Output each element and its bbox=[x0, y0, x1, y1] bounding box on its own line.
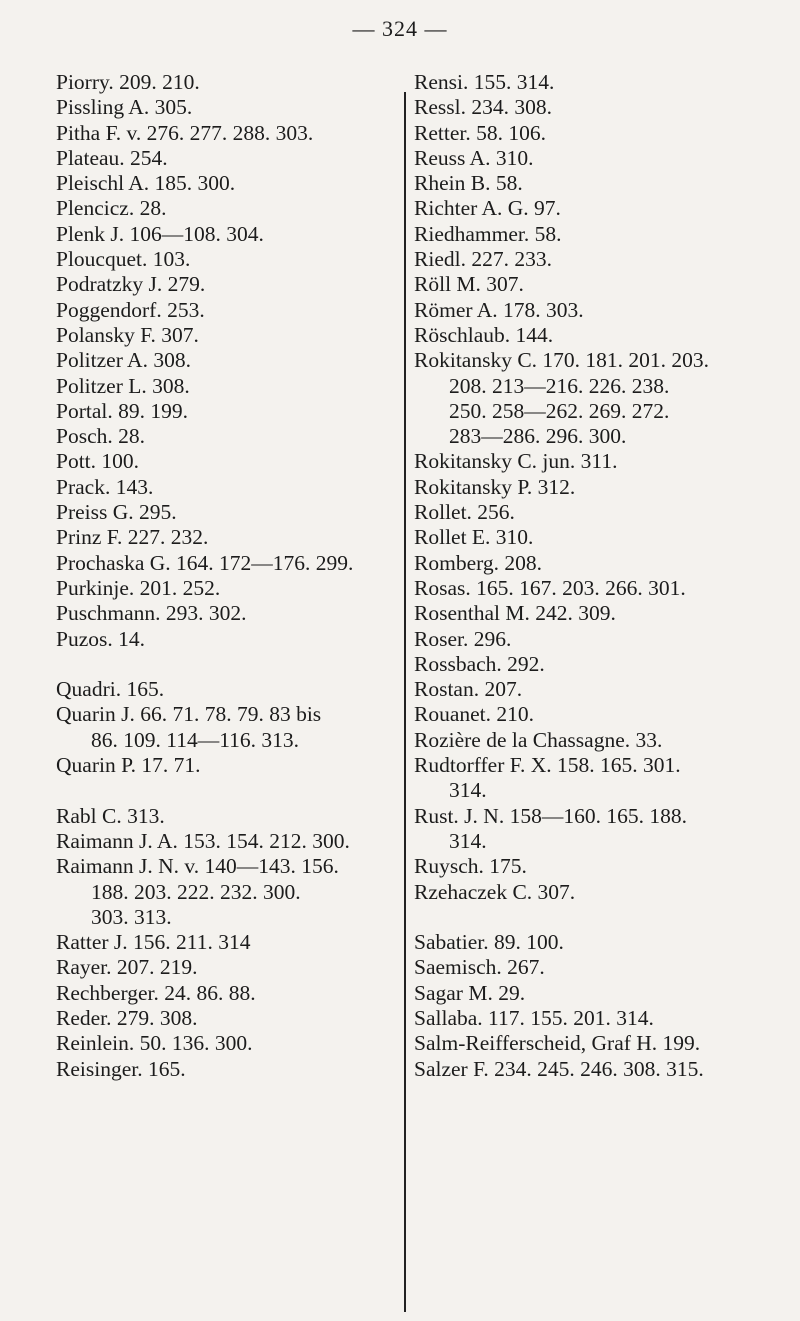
index-entry: Ressl. 234. 308. bbox=[414, 95, 552, 120]
index-entry: Rozière de la Chassagne. 33. bbox=[414, 727, 663, 752]
index-entry: Puschmann. 293. 302. bbox=[56, 601, 247, 626]
index-entry: Saemisch. 267. bbox=[414, 955, 545, 980]
index-entry: Quarin P. 17. 71. bbox=[56, 753, 201, 778]
index-entry: Raimann J. A. 153. 154. 212. 300. bbox=[56, 828, 350, 853]
index-entry: Polansky F. 307. bbox=[56, 322, 199, 347]
index-entry: Plenk J. 106—108. 304. bbox=[56, 221, 264, 246]
index-entry: Rostan. 207. bbox=[414, 677, 523, 702]
section-gap bbox=[56, 778, 404, 803]
section-gap bbox=[56, 652, 404, 677]
index-entry: Rokitansky C. 170. 181. 201. 203. bbox=[414, 348, 710, 373]
index-entry: Quarin J. 66. 71. 78. 79. 83 bis bbox=[56, 702, 322, 727]
index-entry: Raimann J. N. v. 140—143. 156. bbox=[56, 854, 339, 879]
index-entry: Pissling A. 305. bbox=[56, 95, 193, 120]
index-entry: Ruysch. 175. bbox=[414, 854, 527, 879]
index-entry: Romberg. 208. bbox=[414, 550, 543, 575]
index-entry: Roser. 296. bbox=[414, 626, 512, 651]
index-entry: Posch. 28. bbox=[56, 424, 145, 449]
index-entry: Reinlein. 50. 136. 300. bbox=[56, 1031, 253, 1056]
index-entry: Rollet. 256. bbox=[414, 500, 515, 525]
index-entry: Rudtorffer F. X. 158. 165. 301. bbox=[414, 753, 681, 778]
index-entry: Podratzky J. 279. bbox=[56, 272, 206, 297]
index-entry: Prack. 143. bbox=[56, 474, 154, 499]
index-entry: Pott. 100. bbox=[56, 449, 140, 474]
index-entry: Pitha F. v. 276. 277. 288. 303. bbox=[56, 120, 314, 145]
column-divider bbox=[404, 92, 406, 1312]
index-entry: Reder. 279. 308. bbox=[56, 1005, 198, 1030]
index-entry: Rzehaczek C. 307. bbox=[414, 879, 576, 904]
index-entry: Rayer. 207. 219. bbox=[56, 955, 198, 980]
index-entry: Ratter J. 156. 211. 314 bbox=[56, 930, 251, 955]
index-entry: Römer A. 178. 303. bbox=[414, 297, 584, 322]
index-entry: Sabatier. 89. 100. bbox=[414, 930, 564, 955]
index-entry: Rosenthal M. 242. 309. bbox=[414, 601, 616, 626]
index-entry: Plencicz. 28. bbox=[56, 196, 167, 221]
index-entry-continuation: 314. bbox=[449, 778, 487, 803]
index-entry: Richter A. G. 97. bbox=[414, 196, 561, 221]
index-entry: Rechberger. 24. 86. 88. bbox=[56, 980, 256, 1005]
index-entry: Rosas. 165. 167. 203. 266. 301. bbox=[414, 575, 686, 600]
index-entry-continuation: 188. 203. 222. 232. 300. bbox=[91, 879, 301, 904]
index-entry: Rhein B. 58. bbox=[414, 171, 523, 196]
index-entry: Portal. 89. 199. bbox=[56, 398, 188, 423]
index-entry-continuation: 303. 313. bbox=[91, 904, 172, 929]
page-number: — 324 — bbox=[352, 16, 448, 41]
index-entry: Rabl C. 313. bbox=[56, 803, 165, 828]
index-entry: Sagar M. 29. bbox=[414, 980, 526, 1005]
index-entry-continuation: 283—286. 296. 300. bbox=[449, 424, 627, 449]
index-entry: Reisinger. 165. bbox=[56, 1056, 186, 1081]
index-entry: Salm-Reifferscheid, Graf H. 199. bbox=[414, 1031, 701, 1056]
index-entry: Retter. 58. 106. bbox=[414, 120, 546, 145]
index-entry: Pleischl A. 185. 300. bbox=[56, 171, 236, 196]
index-entry: Röschlaub. 144. bbox=[414, 322, 554, 347]
index-entry: Reuss A. 310. bbox=[414, 145, 534, 170]
index-entry-continuation: 208. 213—216. 226. 238. bbox=[449, 373, 670, 398]
index-entry: Röll M. 307. bbox=[414, 272, 524, 297]
index-entry: Rokitansky C. jun. 311. bbox=[414, 449, 618, 474]
index-entry: Ploucquet. 103. bbox=[56, 247, 191, 272]
index-entry: Rouanet. 210. bbox=[414, 702, 535, 727]
index-entry: Riedhammer. 58. bbox=[414, 221, 562, 246]
index-entry: Piorry. 209. 210. bbox=[56, 70, 200, 94]
index-entry-continuation: 250. 258—262. 269. 272. bbox=[449, 398, 670, 423]
index-entry: Sallaba. 117. 155. 201. 314. bbox=[414, 1005, 654, 1030]
index-entry-continuation: 314. bbox=[449, 828, 487, 853]
index-entry: Preiss G. 295. bbox=[56, 500, 177, 525]
index-entry: Rokitansky P. 312. bbox=[414, 474, 576, 499]
index-entry: Prochaska G. 164. 172—176. 299. bbox=[56, 550, 354, 575]
index-entry: Prinz F. 227. 232. bbox=[56, 525, 209, 550]
index-entry: Politzer L. 308. bbox=[56, 373, 190, 398]
index-entry: Rust. J. N. 158—160. 165. 188. bbox=[414, 803, 687, 828]
index-column-right bbox=[414, 70, 794, 1082]
index-entry-continuation: 86. 109. 114—116. 313. bbox=[91, 727, 300, 752]
index-column-left bbox=[56, 70, 404, 1082]
index-entry: Riedl. 227. 233. bbox=[414, 247, 552, 272]
index-entry: Quadri. 165. bbox=[56, 677, 165, 702]
index-entry: Rensi. 155. 314. bbox=[414, 70, 555, 94]
index-entry: Politzer A. 308. bbox=[56, 348, 191, 373]
index-entry: Rollet E. 310. bbox=[414, 525, 534, 550]
index-entry: Rossbach. 292. bbox=[414, 651, 545, 676]
index-entry: Plateau. 254. bbox=[56, 145, 168, 170]
index-entry: Puzos. 14. bbox=[56, 626, 145, 651]
index-entry: Poggendorf. 253. bbox=[56, 297, 205, 322]
index-entry: Purkinje. 201. 252. bbox=[56, 575, 221, 600]
section-gap bbox=[414, 905, 794, 930]
index-entry: Salzer F. 234. 245. 246. 308. 315. bbox=[414, 1056, 704, 1081]
